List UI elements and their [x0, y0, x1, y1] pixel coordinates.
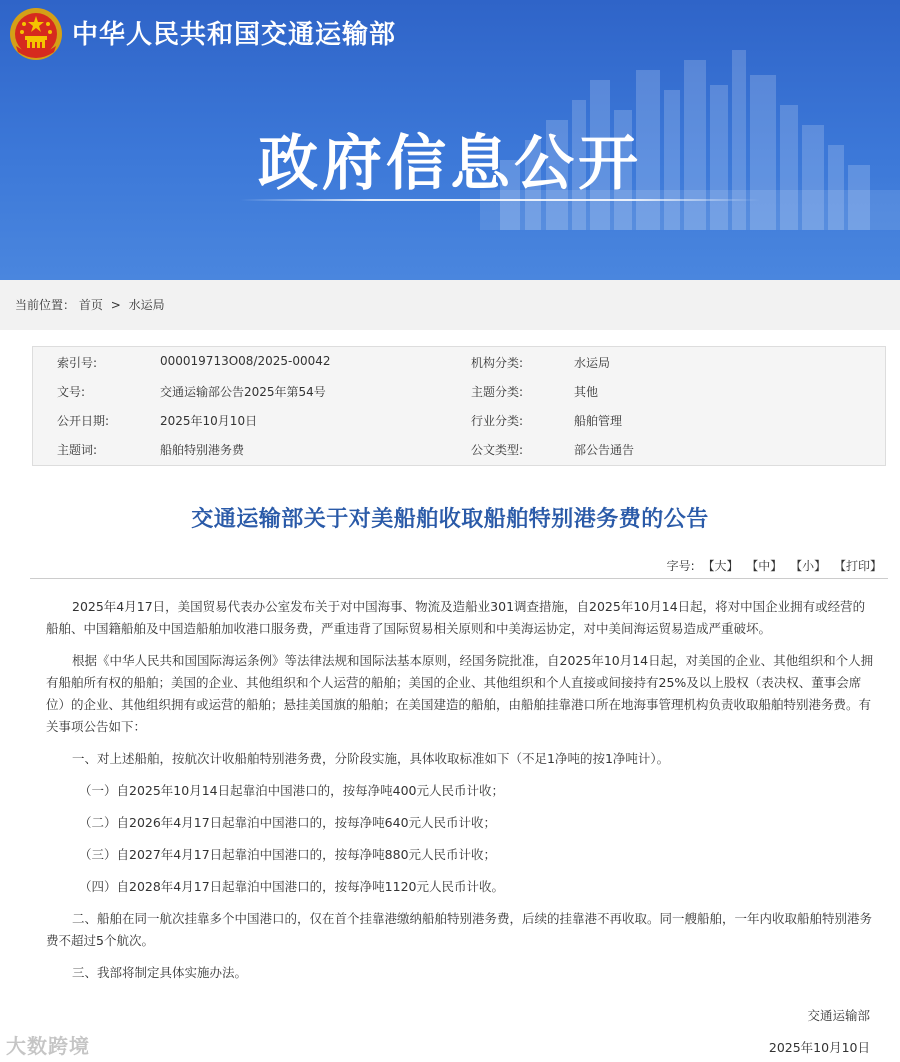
- publish-date: 2025年10月10日: [768, 1040, 870, 1055]
- article-paragraph: 2025年4月17日，美国贸易代表办公室发布关于对中国海事、物流及造船业301调查措施，自2025年10月14日起，将对中国企业拥有或经营的船舶、中国籍船舶及中国造船舶加收港口服务费，严重违背了国际贸易相关原则和中美海运协定，对中美间海运贸易造成严重破坏。: [46, 599, 866, 636]
- meta-industry-label: 行业分类:: [471, 414, 524, 428]
- meta-index-value: 000019713O08/2025-00042: [160, 354, 331, 368]
- meta-doc-label: 文号:: [57, 385, 86, 399]
- print-button[interactable]: 【打印】: [833, 559, 882, 573]
- meta-row-2: [33, 383, 885, 401]
- meta-date-label: 公开日期:: [57, 414, 110, 428]
- breadcrumb-home-link[interactable]: 首页: [78, 298, 103, 312]
- breadcrumb: [0, 280, 900, 330]
- fee-item: （三）自2027年4月17日起靠泊中国港口的，按每净吨880元人民币计收；: [79, 847, 497, 862]
- breadcrumb-separator: >: [110, 298, 121, 312]
- meta-org-label: 机构分类:: [471, 356, 524, 370]
- meta-topic-value: 其他: [574, 385, 599, 399]
- meta-date-value: 2025年10月10日: [160, 414, 258, 428]
- banner-title: 政府信息公开: [258, 129, 642, 199]
- article-title: 交通运输部关于对美船舶收取船舶特别港务费的公告: [191, 507, 709, 532]
- article-paragraph: 一、对上述船舶，按航次计收船舶特别港务费，分阶段实施，具体收取标准如下（不足1净吨的按1净吨计）。: [72, 751, 670, 766]
- font-size-label: 字号:: [666, 559, 695, 573]
- font-size-tools: [663, 557, 882, 574]
- fee-item: （四）自2028年4月17日起靠泊中国港口的，按每净吨1120元人民币计收。: [79, 879, 504, 894]
- meta-industry-value: 船舶管理: [574, 414, 623, 428]
- meta-row-1: [33, 354, 885, 372]
- meta-org-value: 水运局: [574, 356, 611, 370]
- font-small-button[interactable]: 【小】: [790, 559, 827, 573]
- fee-item: （二）自2026年4月17日起靠泊中国港口的，按每净吨640元人民币计收；: [79, 815, 497, 830]
- meta-doc-value: 交通运输部公告2025年第54号: [160, 385, 326, 399]
- meta-type-label: 公文类型:: [471, 443, 524, 457]
- national-emblem-icon: [8, 6, 64, 62]
- meta-keyword-value: 船舶特别港务费: [160, 443, 245, 457]
- signature: 交通运输部: [807, 1008, 870, 1023]
- font-large-button[interactable]: 【大】: [702, 559, 739, 573]
- title-divider: [30, 578, 888, 579]
- header-banner: [0, 0, 900, 280]
- meta-row-3: [33, 412, 885, 430]
- meta-type-value: 部公告通告: [574, 443, 635, 457]
- document-meta-table: [32, 346, 886, 466]
- fee-item: （一）自2025年10月14日起靠泊中国港口的，按每净吨400元人民币计收；: [79, 783, 504, 798]
- banner-divider: [240, 199, 760, 201]
- breadcrumb-current-link[interactable]: 水运局: [128, 298, 165, 312]
- ministry-name[interactable]: 中华人民共和国交通运输部: [72, 20, 397, 50]
- meta-index-label: 索引号:: [57, 356, 98, 370]
- article-body: [46, 596, 876, 994]
- breadcrumb-prefix: 当前位置：: [15, 298, 76, 312]
- article-paragraph: 三、我部将制定具体实施办法。: [72, 965, 248, 980]
- meta-row-4: [33, 441, 885, 459]
- meta-topic-label: 主题分类:: [471, 385, 524, 399]
- article-paragraph: 二、船舶在同一航次挂靠多个中国港口的，仅在首个挂靠港缴纳船舶特别港务费，后续的挂靠港不再收取。同一艘船舶，一年内收取船舶特别港务费不超过5个航次。: [46, 911, 873, 948]
- font-medium-button[interactable]: 【中】: [746, 559, 783, 573]
- meta-keyword-label: 主题词:: [57, 443, 98, 457]
- watermark-logo: 大数跨境: [6, 1034, 90, 1058]
- article-paragraph: 根据《中华人民共和国国际海运条例》等法律法规和国际法基本原则，经国务院批准，自2025年10月14日起，对美国的企业、其他组织和个人拥有船舶所有权的船舶；美国的企业、其他组织和个人运营的船舶；美国的企业、其他组织和个人直接或间接持有25%及以上股权（表决权、董事会席位）的企业、其他组织拥有或运营的船舶；悬挂美国旗的船舶；在美国建造的船舶，由船舶挂靠港口所在地海事管理机构负责收取船舶特别港务费。有关事项公告如下：: [46, 653, 874, 734]
